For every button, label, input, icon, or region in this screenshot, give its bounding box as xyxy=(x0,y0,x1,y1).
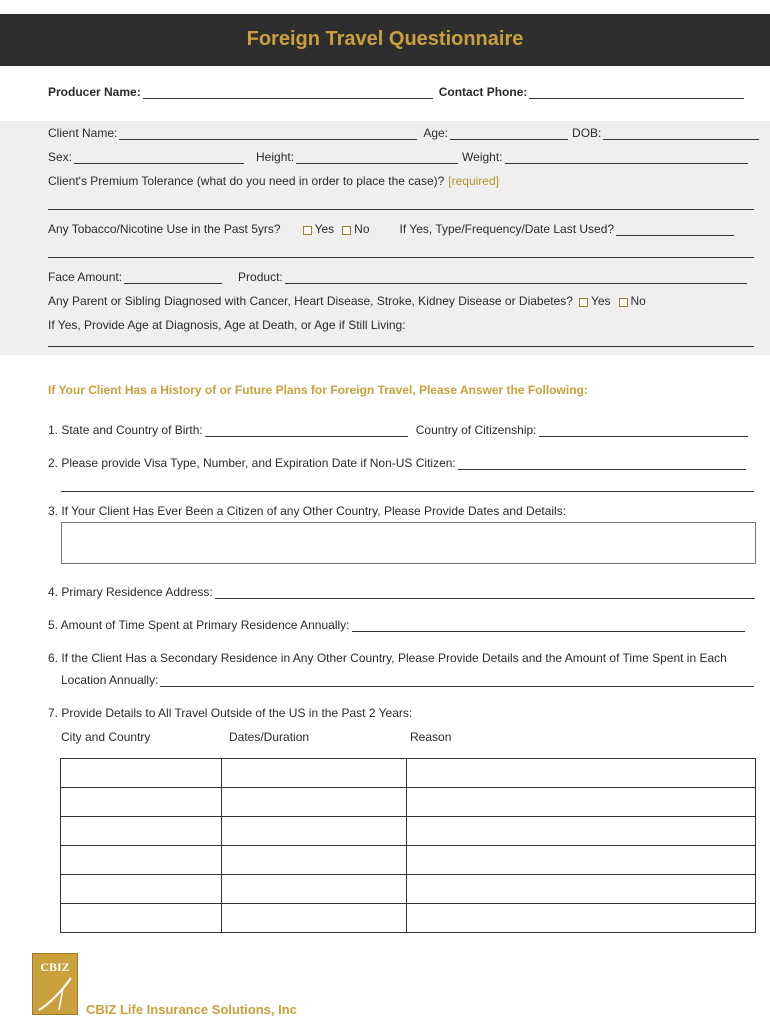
product-field[interactable] xyxy=(285,272,747,284)
family-history-label: Any Parent or Sibling Diagnosed with Cancer, Heart Disease, Stroke, Kidney Disease or Diabetes? xyxy=(48,294,573,308)
dob-field[interactable] xyxy=(603,128,759,140)
weight-field[interactable] xyxy=(505,152,748,164)
tobacco-yes-checkbox[interactable] xyxy=(303,226,312,235)
table-cell[interactable] xyxy=(61,817,222,846)
tobacco-details-field[interactable] xyxy=(616,224,734,236)
height-field[interactable] xyxy=(296,152,458,164)
height-label: Height: xyxy=(256,150,295,164)
producer-row xyxy=(48,85,744,99)
weight-label: Weight: xyxy=(462,150,503,164)
producer-name-label: Producer Name: xyxy=(48,85,141,99)
q2-row xyxy=(48,456,746,470)
q1-row xyxy=(48,423,748,437)
tobacco-yes-label: Yes xyxy=(314,222,335,236)
contact-phone-field[interactable] xyxy=(529,87,744,99)
q4-label: 4. Primary Residence Address: xyxy=(48,585,213,599)
family-history-row xyxy=(48,294,646,308)
q6-field[interactable] xyxy=(160,675,754,687)
table-cell[interactable] xyxy=(407,817,756,846)
family-no-checkbox[interactable] xyxy=(619,298,628,307)
q6-label-line2: Location Annually: xyxy=(61,673,159,687)
product-label: Product: xyxy=(238,270,283,284)
tobacco-details-label: If Yes, Type/Frequency/Date Last Used? xyxy=(399,222,615,236)
required-tag: [required] xyxy=(448,174,499,188)
q7-label: 7. Provide Details to All Travel Outside of the US in the Past 2 Years: xyxy=(48,706,413,720)
table-cell[interactable] xyxy=(407,846,756,875)
family-yes-label: Yes xyxy=(590,294,611,308)
table-cell[interactable] xyxy=(61,788,222,817)
family-details-label: If Yes, Provide Age at Diagnosis, Age at Death, or Age if Still Living: xyxy=(48,318,406,332)
tobacco-no-label: No xyxy=(354,222,370,236)
age-field[interactable] xyxy=(450,128,568,140)
table-row xyxy=(61,846,756,875)
tobacco-label: Any Tobacco/Nicotine Use in the Past 5yrs? xyxy=(48,222,281,236)
client-name-label: Client Name: xyxy=(48,126,118,140)
client-name-row xyxy=(48,126,759,140)
table-row xyxy=(61,875,756,904)
table-cell[interactable] xyxy=(221,817,407,846)
cbiz-logo xyxy=(32,953,78,1015)
face-amount-field[interactable] xyxy=(124,272,222,284)
q5-label: 5. Amount of Time Spent at Primary Residence Annually: xyxy=(48,618,350,632)
q6-row-2 xyxy=(61,673,754,687)
q2-field-line[interactable] xyxy=(61,491,754,492)
q5-field[interactable] xyxy=(352,620,745,632)
q6-label-line1: 6. If the Client Has a Secondary Residence in Any Other Country, Please Provide Details and the Amount of Time Spent in Each xyxy=(48,651,727,665)
age-label: Age: xyxy=(423,126,449,140)
q1-birth-label: 1. State and Country of Birth: xyxy=(48,423,203,437)
table-cell[interactable] xyxy=(221,759,407,788)
table-cell[interactable] xyxy=(407,759,756,788)
q3-label: 3. If Your Client Has Ever Been a Citizen of any Other Country, Please Provide Dates and Details: xyxy=(48,504,567,518)
table-row xyxy=(61,817,756,846)
family-no-label: No xyxy=(630,294,646,308)
header-city-country: City and Country xyxy=(61,730,151,744)
company-name: CBIZ Life Insurance Solutions, Inc xyxy=(86,1002,297,1017)
table-row xyxy=(61,788,756,817)
dob-label: DOB: xyxy=(572,126,602,140)
header-reason: Reason xyxy=(410,730,452,744)
logo-text: CBIZ xyxy=(40,960,70,974)
table-cell[interactable] xyxy=(61,904,222,933)
travel-table xyxy=(60,758,756,933)
family-details-field[interactable] xyxy=(48,346,754,347)
q2-field[interactable] xyxy=(458,458,746,470)
tobacco-no-checkbox[interactable] xyxy=(342,226,351,235)
table-cell[interactable] xyxy=(221,875,407,904)
table-cell[interactable] xyxy=(407,875,756,904)
q4-field[interactable] xyxy=(215,587,755,599)
table-row xyxy=(61,759,756,788)
client-name-field[interactable] xyxy=(119,128,417,140)
table-cell[interactable] xyxy=(407,904,756,933)
logo-swoosh-icon xyxy=(33,974,77,1014)
family-details-row xyxy=(48,318,406,332)
tobacco-details-line[interactable] xyxy=(48,257,754,258)
premium-tolerance-label: Client's Premium Tolerance (what do you need in order to place the case)? xyxy=(48,174,445,188)
contact-phone-label: Contact Phone: xyxy=(438,85,528,99)
q4-row xyxy=(48,585,755,599)
table-row xyxy=(61,904,756,933)
travel-table-headers xyxy=(61,730,451,744)
q5-row xyxy=(48,618,745,632)
q1-birth-field[interactable] xyxy=(205,425,408,437)
premium-row xyxy=(48,174,499,188)
table-cell[interactable] xyxy=(221,904,407,933)
table-cell[interactable] xyxy=(221,846,407,875)
q1-citizenship-field[interactable] xyxy=(539,425,748,437)
header-bar xyxy=(0,14,770,66)
producer-name-field[interactable] xyxy=(143,87,433,99)
face-amount-row xyxy=(48,270,747,284)
table-cell[interactable] xyxy=(61,875,222,904)
q3-row xyxy=(48,504,566,518)
sex-height-weight-row xyxy=(48,150,748,164)
q6-row xyxy=(48,651,727,665)
table-cell[interactable] xyxy=(407,788,756,817)
page-title: Foreign Travel Questionnaire xyxy=(246,28,524,50)
table-cell[interactable] xyxy=(61,846,222,875)
premium-tolerance-field[interactable] xyxy=(48,209,754,210)
table-cell[interactable] xyxy=(61,759,222,788)
q2-label: 2. Please provide Visa Type, Number, and Expiration Date if Non-US Citizen: xyxy=(48,456,456,470)
q1-citizenship-label: Country of Citizenship: xyxy=(415,423,537,437)
sex-field[interactable] xyxy=(74,152,244,164)
travel-section-heading: If Your Client Has a History of or Future Plans for Foreign Travel, Please Answer the Following: xyxy=(48,383,588,397)
family-yes-checkbox[interactable] xyxy=(579,298,588,307)
sex-label: Sex: xyxy=(48,150,73,164)
q3-textbox[interactable] xyxy=(61,522,756,564)
header-dates-duration: Dates/Duration xyxy=(229,730,310,744)
table-cell[interactable] xyxy=(221,788,407,817)
q7-row xyxy=(48,706,412,720)
tobacco-row xyxy=(48,222,734,236)
face-amount-label: Face Amount: xyxy=(48,270,123,284)
